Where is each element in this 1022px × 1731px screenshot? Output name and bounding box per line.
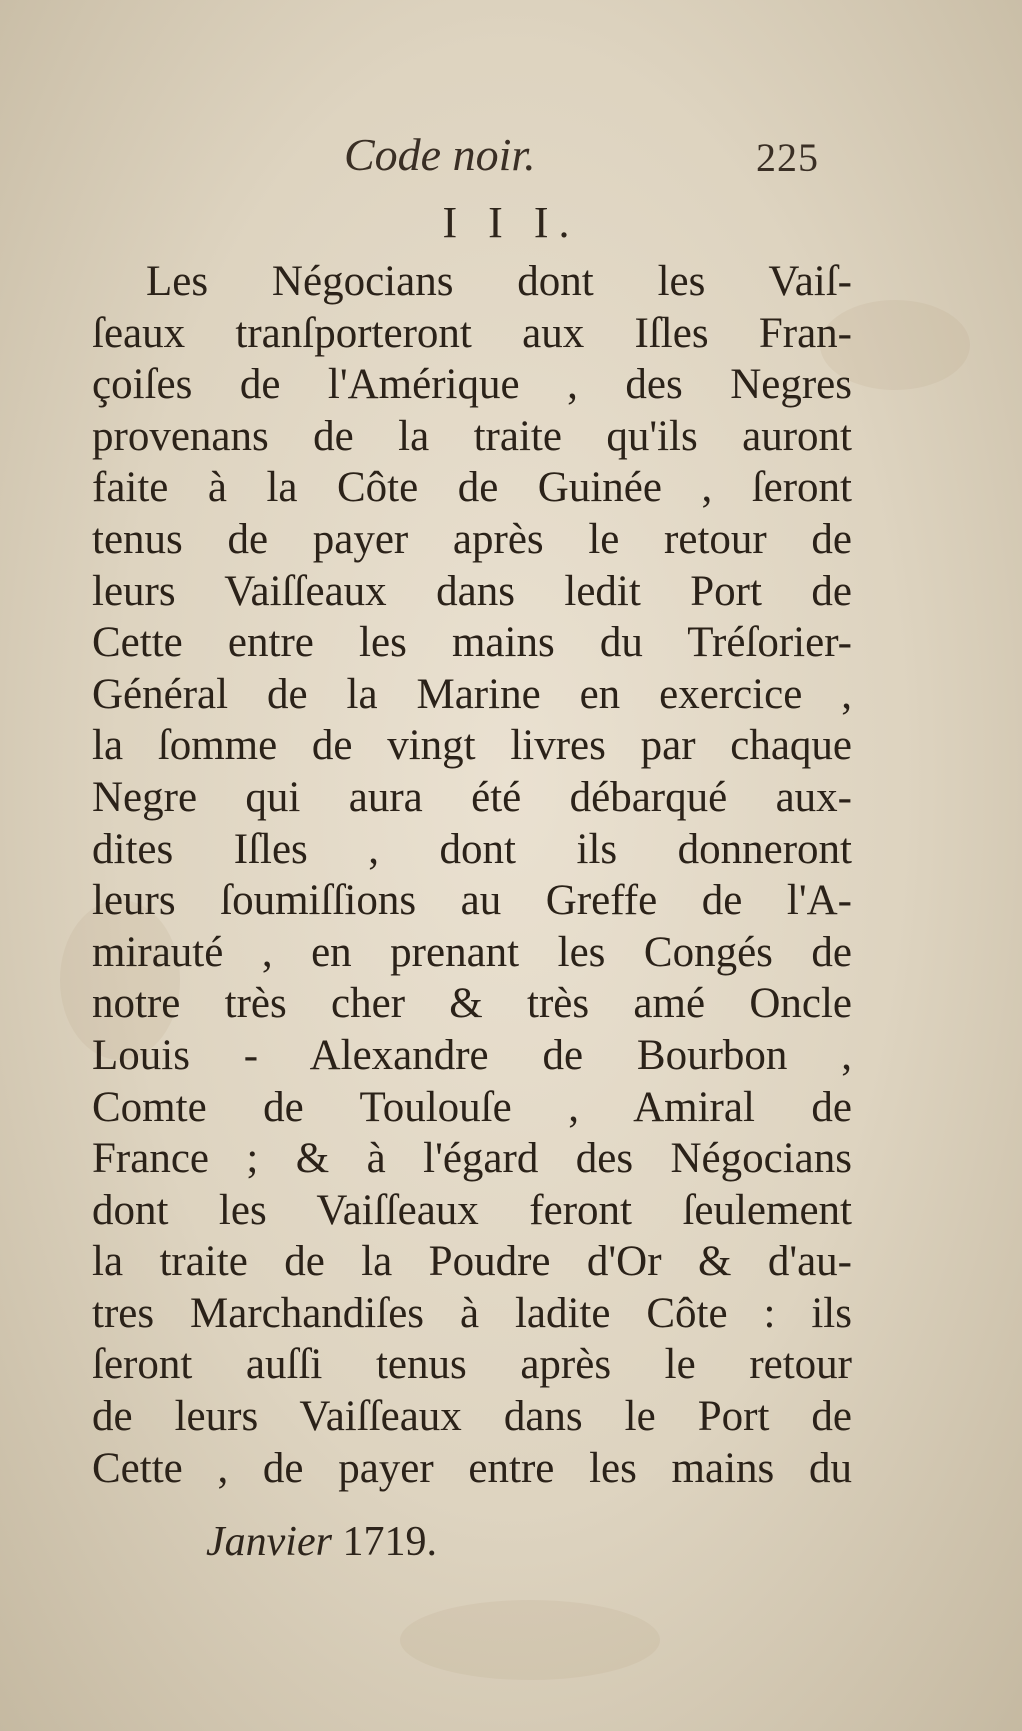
text-line: de leurs Vaiſſeaux dans le Port de [92,1393,852,1441]
running-title: Code noir. [344,129,536,180]
text-line: Negre qui aura été débarqué aux- [92,773,852,821]
text-line: Général de la Marine en exercice , [92,670,852,718]
text-line: ſeront auſſi tenus après le retour [92,1341,852,1389]
text-line: Comte de Toulouſe , Amiral de [92,1083,852,1131]
paper-stain [400,1600,660,1680]
text-line: dites Iſles , dont ils donneront [92,825,852,873]
article-number: I I I. [442,198,580,247]
text-line: Cette , de payer entre les mains du [92,1444,852,1492]
text-line: la traite de la Poudre d'Or & d'au- [92,1238,852,1286]
text-line: mirauté , en prenant les Congés de [92,928,852,976]
text-line: France ; & à l'égard des Négocians [92,1135,852,1183]
page-number: 225 [756,135,819,180]
text-line: dont les Vaiſſeaux feront ſeulement [92,1186,852,1234]
catchword-month: Janvier [206,1519,332,1565]
text-line: Louis - Alexandre de Bourbon , [92,1031,852,1079]
text-line: la ſomme de vingt livres par chaque [92,722,852,770]
text-line: notre très cher & très amé Oncle [92,980,852,1028]
text-line: leurs Vaiſſeaux dans ledit Port de [92,567,852,615]
text-line: Cette entre les mains du Tréſorier- [92,619,852,667]
catchword [206,1518,437,1566]
text-line: faite à la Côte de Guinée , ſeront [92,464,852,512]
text-line: Les Négocians dont les Vaiſ- [146,258,852,305]
text-line: tenus de payer après le retour de [92,515,852,563]
body-text [92,256,852,1494]
catchword-year: 1719. [342,1519,437,1565]
text-line: leurs ſoumiſſions au Greffe de l'A- [92,877,852,925]
text-line: provenans de la traite qu'ils auront [92,412,852,460]
page-header [0,128,1022,188]
text-line: ſeaux tranſporteront aux Iſles Fran- [92,309,852,357]
text-line: çoiſes de l'Amérique , des Negres [92,361,852,409]
text-line: tres Marchandiſes à ladite Côte : ils [92,1289,852,1337]
